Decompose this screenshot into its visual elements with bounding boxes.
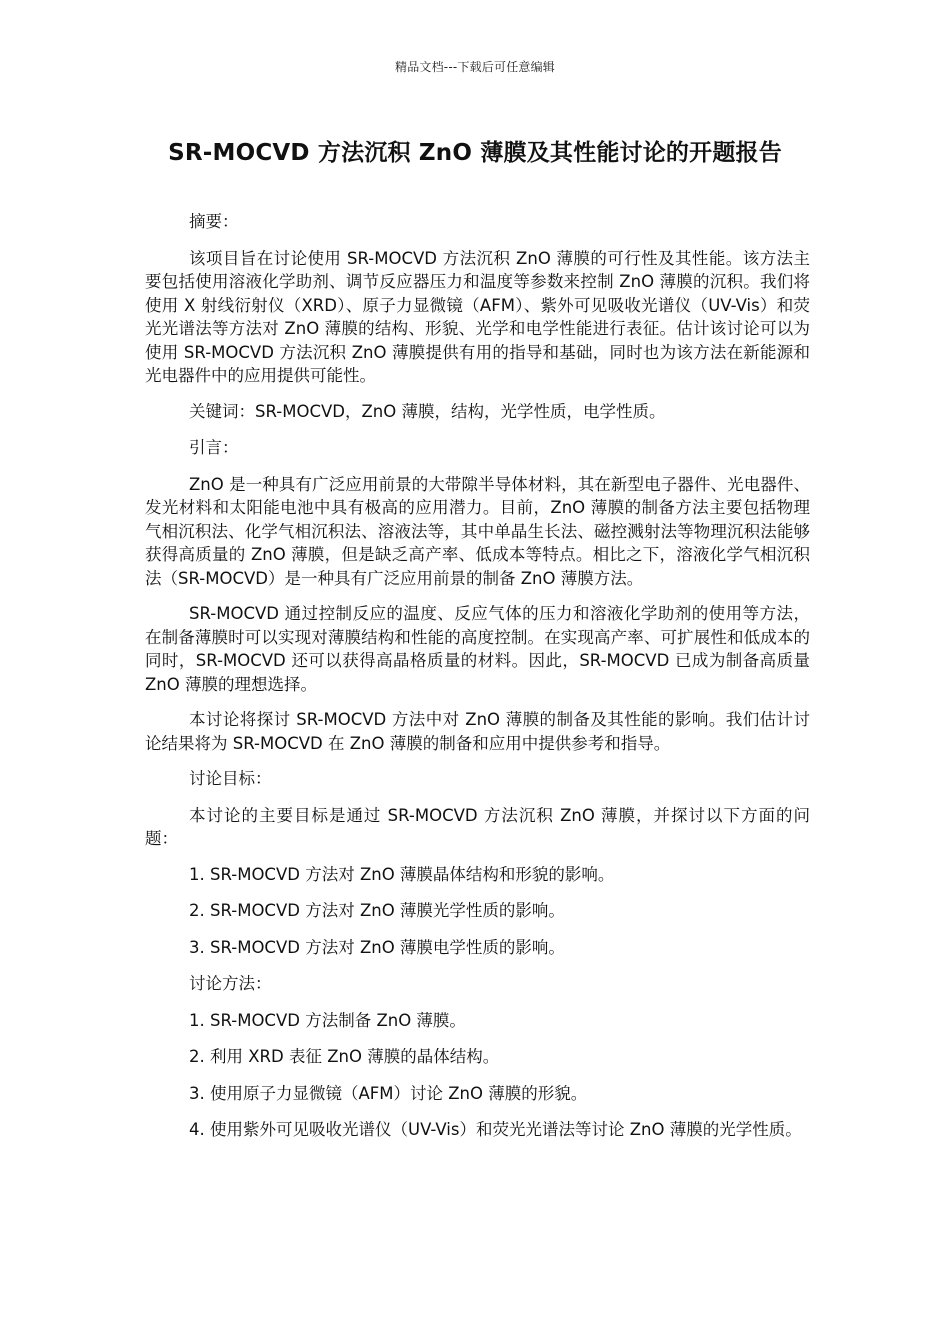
method-item-2: 2. 利用 XRD 表征 ZnO 薄膜的晶体结构。 (189, 1047, 500, 1066)
header-note: 精品文档---下载后可任意编辑 (395, 60, 555, 74)
methods-heading: 讨论方法： (189, 974, 272, 993)
objectives-heading: 讨论目标： (189, 769, 272, 788)
objective-item-2: 2. SR-MOCVD 方法对 ZnO 薄膜光学性质的影响。 (189, 901, 565, 920)
abstract-paragraph: 该项目旨在讨论使用 SR-MOCVD 方法沉积 ZnO 薄膜的可行性及其性能。该方法主要包括使用溶液化学助剂、调节反应器压力和温度等参数来控制 ZnO 薄膜的沉积。我们将使用 X 射线衍射仪（XRD）、原子力显微镜（AFM）、紫外可见吸收光谱仪（UV-Vis）和荧光光谱法等方法对 ZnO 薄膜的结构、形貌、光学和电学性能进行表征。估计该讨论可以为使用 SR-MOCVD 方法沉积 ZnO 薄膜提供有用的指导和基础，同时也为该方法在新能源和光电器件中的应用提供可能性。 (145, 248, 810, 385)
keywords-paragraph: 关键词：SR-MOCVD，ZnO 薄膜，结构，光学性质，电学性质。 (189, 401, 666, 421)
document-body (145, 210, 810, 1154)
method-item-1: 1. SR-MOCVD 方法制备 ZnO 薄膜。 (189, 1010, 466, 1030)
method-item-3: 3. 使用原子力显微镜（AFM）讨论 ZnO 薄膜的形貌。 (189, 1083, 588, 1103)
introduction-paragraph-3: 本讨论将探讨 SR-MOCVD 方法中对 ZnO 薄膜的制备及其性能的影响。我们估计讨论结果将为 SR-MOCVD 在 ZnO 薄膜的制备和应用中提供参考和指导。 (145, 710, 810, 753)
method-item-4: 4. 使用紫外可见吸收光谱仪（UV-Vis）和荧光光谱法等讨论 ZnO 薄膜的光学性质。 (189, 1120, 802, 1139)
introduction-heading: 引言： (189, 438, 239, 457)
objective-item-1: 1. SR-MOCVD 方法对 ZnO 薄膜晶体结构和形貌的影响。 (189, 864, 615, 884)
objective-item-3: 3. SR-MOCVD 方法对 ZnO 薄膜电学性质的影响。 (189, 937, 565, 957)
document-title: SR-MOCVD 方法沉积 ZnO 薄膜及其性能讨论的开题报告 (168, 140, 782, 166)
objectives-paragraph: 本讨论的主要目标是通过 SR-MOCVD 方法沉积 ZnO 薄膜，并探讨以下方面的问题： (145, 805, 810, 848)
introduction-paragraph-2: SR-MOCVD 通过控制反应的温度、反应气体的压力和溶液化学助剂的使用等方法，在制备薄膜时可以实现对薄膜结构和性能的高度控制。在实现高产率、可扩展性和低成本的同时，SR-MOCVD 还可以获得高晶格质量的材料。因此，SR-MOCVD 已成为制备高质量 ZnO 薄膜的理想选择。 (145, 604, 810, 694)
abstract-heading: 摘要： (189, 212, 239, 231)
introduction-paragraph-1: ZnO 是一种具有广泛应用前景的大带隙半导体材料，其在新型电子器件、光电器件、发光材料和太阳能电池中具有极高的应用潜力。目前，ZnO 薄膜的制备方法主要包括物理气相沉积法、化学气相沉积法、溶液法等，其中单晶生长法、磁控溅射法等物理沉积法能够获得高质量的 ZnO 薄膜，但是缺乏高产率、低成本等特点。相比之下，溶液化学气相沉积法（SR-MOCVD）是一种具有广泛应用前景的制备 ZnO 薄膜方法。 (145, 474, 810, 588)
